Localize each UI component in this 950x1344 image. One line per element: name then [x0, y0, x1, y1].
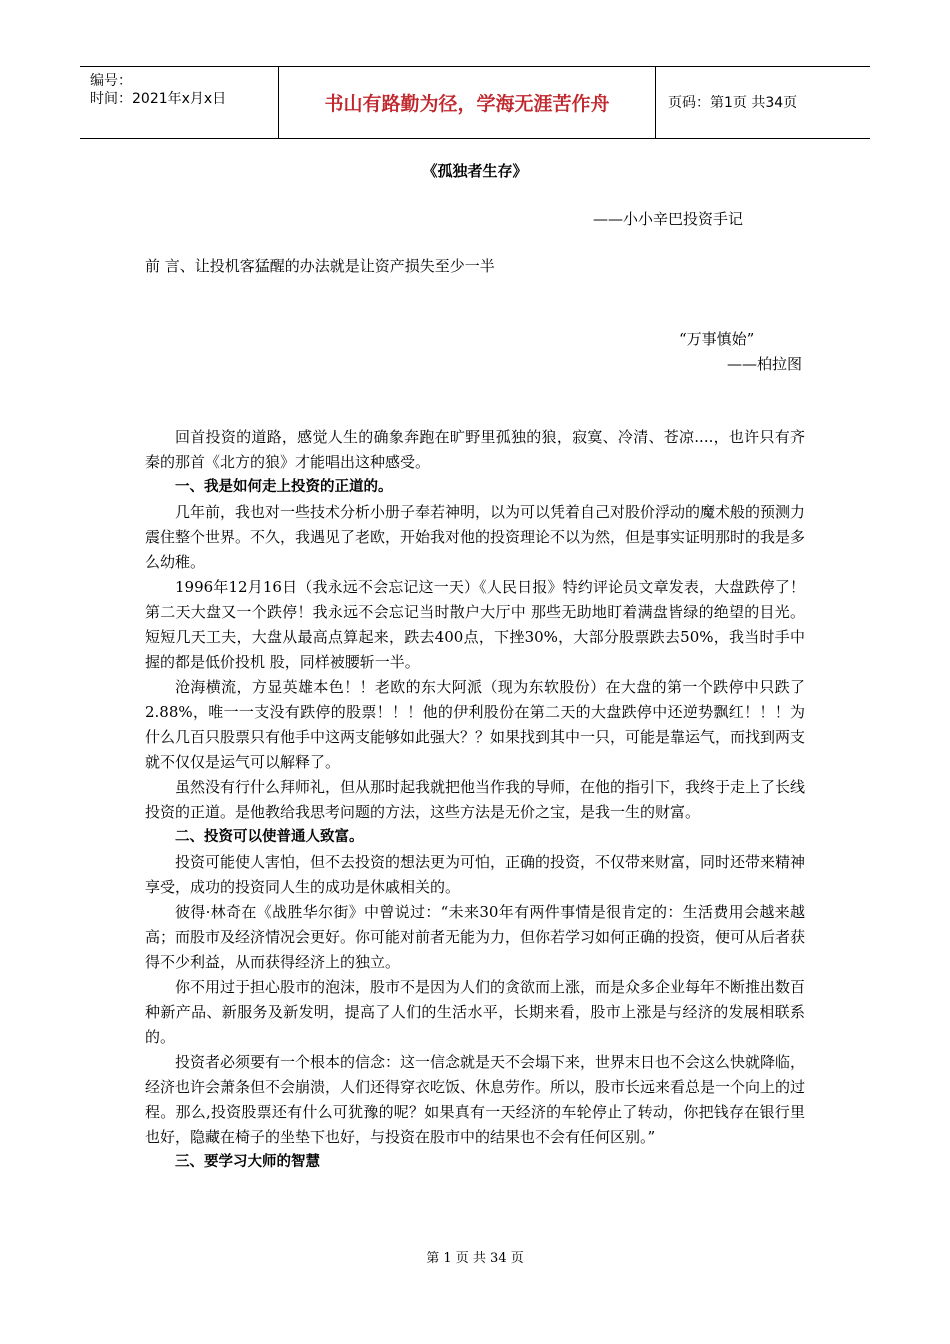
document-date: 时间：2021年x月x日: [90, 91, 227, 107]
header-motto-cell: [279, 67, 656, 138]
paragraph: 投资可能使人害怕，但不去投资的想法更为可怕，正确的投资，不仅带来财富，同时还带来精神享受，成功的投资同人生的成功是休戚相关的。: [145, 853, 806, 896]
paragraph: 几年前，我也对一些技术分析小册子奉若神明，以为可以凭着自己对股价浮动的魔术般的预测力震住整个世界。不久，我遇见了老欧，开始我对他的投资理论不以为然，但是事实证明那时的我是多么幼稚。: [145, 503, 806, 571]
section-heading: 一、我是如何走上投资的正道的。: [175, 479, 393, 495]
epigraph-quote: “万事慎始”: [679, 330, 755, 348]
page-footer: 第 1 页 共 34 页: [426, 1251, 524, 1266]
paragraph: 彼得·林奇在《战胜华尔街》中曾说过：“未来30年有两件事情是很肯定的：生活费用会越来越高；而股市及经济情况会更好。你可能对前者无能为力，但你若学习如何正确的投资，便可从后者获得不少利益，从而获得经济上的独立。: [145, 903, 806, 971]
header-left-cell: [80, 67, 279, 138]
paragraph: 沧海横流，方显英雄本色！！老欧的东大阿派（现为东软股份）在大盘的第一个跌停中只跌了2.88%，唯一一支没有跌停的股票！！！他的伊利股份在第二天的大盘跌停中还逆势飘红！！！为什么几百只股票只有他手中这两支能够如此强大？？如果找到其中一只，可能是靠运气，而找到两支就不仅仅是运气可以解释了。: [145, 678, 806, 771]
epigraph-author: ——柏拉图: [727, 355, 803, 373]
paragraph: 1996年12月16日（我永远不会忘记这一天）《人民日报》特约评论员文章发表，大盘跌停了！第二天大盘又一个跌停！我永远不会忘记当时散户大厅中 那些无助地盯着满盘皆绿的绝望的目光。短短几天工夫，大盘从最高点算起来，跌去400点，下挫30%，大部分股票跌去50%，我当时手中握的都是低价投机 股，同样被腰斩一半。: [145, 578, 805, 671]
document-title: 《孤独者生存》: [422, 162, 528, 180]
body-text: [145, 425, 805, 1175]
byline: ——小小辛巴投资手记: [593, 210, 744, 228]
section-heading: 二、投资可以使普通人致富。: [175, 829, 364, 845]
paragraph: 回首投资的道路，感觉人生的确象奔跑在旷野里孤独的狼，寂寞、冷清、苍凉....，也许只有齐秦的那首《北方的狼》才能唱出这种感受。: [145, 428, 805, 471]
section-heading: 三、要学习大师的智慧: [175, 1154, 320, 1170]
paragraph: 投资者必须要有一个根本的信念：这一信念就是天不会塌下来，世界末日也不会这么快就降临，经济也许会萧条但不会崩溃，人们还得穿衣吃饭、休息劳作。所以，股市长远来看总是一个向上的过程。那么,投资股票还有什么可犹豫的呢？如果真有一天经济的车轮停止了转动，你把钱存在银行里也好，隐藏在椅子的坐垫下也好，与投资在股市中的结果也不会有任何区别。”: [145, 1053, 806, 1146]
document-code: 编号：: [90, 73, 132, 89]
header-page-number: 页码：第1页 共34页: [668, 95, 798, 111]
page-header: [80, 66, 870, 139]
preface-line: 前 言、让投机客猛醒的办法就是让资产损失至少一半: [145, 257, 495, 275]
header-right-cell: [656, 67, 870, 138]
header-motto: 书山有路勤为径，学海无涯苦作舟: [324, 93, 610, 115]
paragraph: 虽然没有行什么拜师礼，但从那时起我就把他当作我的导师，在他的指引下，我终于走上了长线投资的正道。是他教给我思考问题的方法，这些方法是无价之宝，是我一生的财富。: [145, 778, 806, 821]
paragraph: 你不用过于担心股市的泡沫，股市不是因为人们的贪欲而上涨，而是众多企业每年不断推出数百种新产品、新服务及新发明，提高了人们的生活水平，长期来看，股市上涨是与经济的发展相联系的。: [145, 978, 806, 1046]
